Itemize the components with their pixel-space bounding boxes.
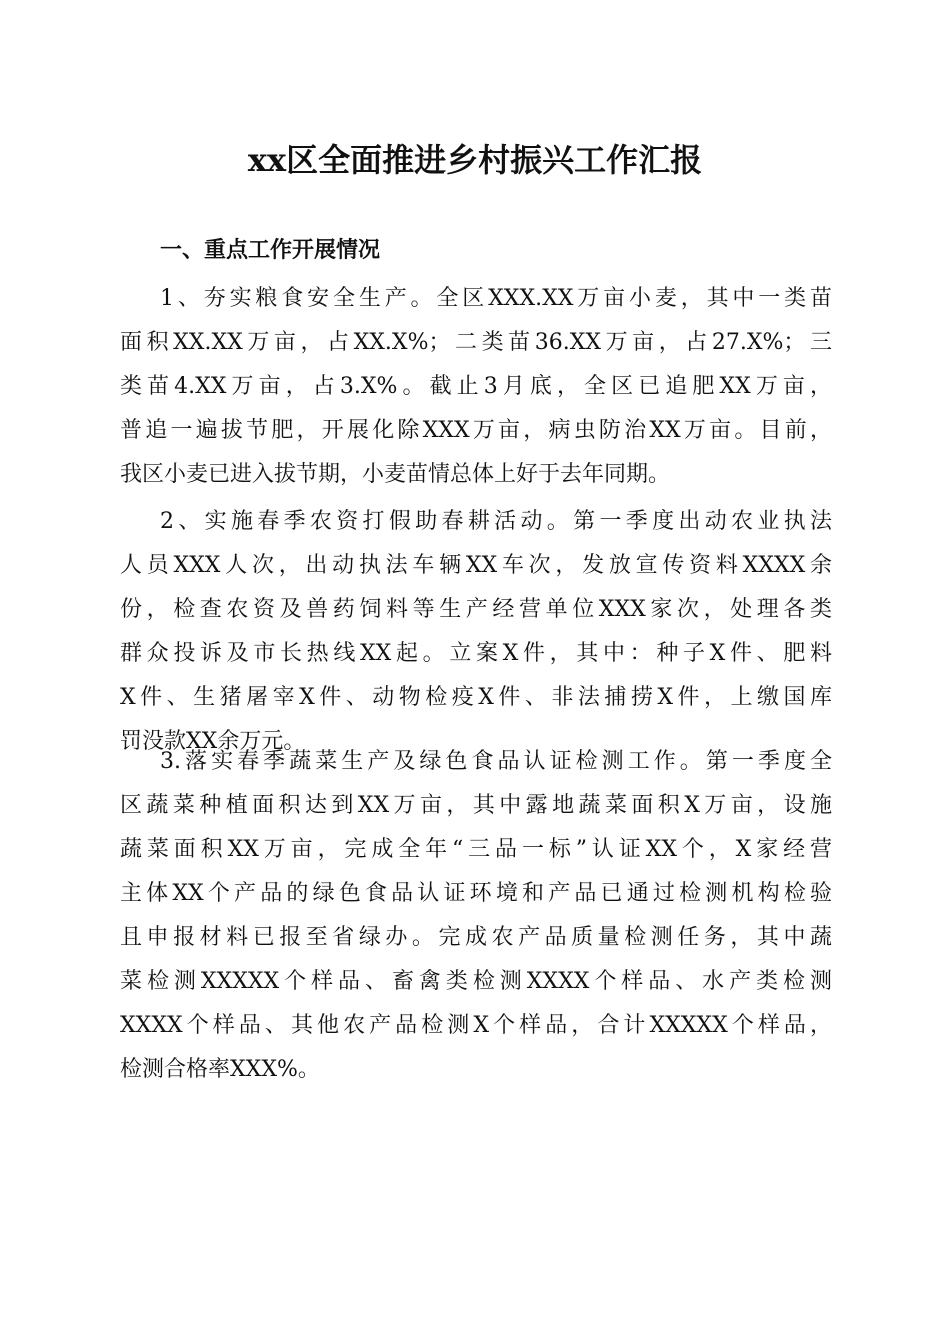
paragraph-line: 3.落实春季蔬菜生产及绿色食品认证检测工作。第一季度全: [160, 749, 832, 774]
paragraph-line: 份，检查农资及兽药饲料等生产经营单位XXX家次，处理各类: [120, 597, 832, 622]
paragraph-line: 区蔬菜种植面积达到XX万亩，其中露地蔬菜面积X万亩，设施: [120, 793, 832, 818]
paragraph-line: X件、生猪屠宰X件、动物检疫X件、非法捕捞X件，上缴国库: [120, 685, 832, 710]
paragraph-line: 检测合格率XXX%。: [120, 1057, 320, 1082]
paragraph-line: 群众投诉及市长热线XX起。立案X件，其中：种子X件、肥料: [120, 641, 832, 666]
paragraph-vegetable-production: [120, 740, 832, 1092]
document-title: xx区全面推进乡村振兴工作汇报: [247, 141, 703, 179]
paragraph-line: 人员XXX人次，出动执法车辆XX车次，发放宣传资料XXXX余: [120, 553, 832, 578]
paragraph-line: 菜检测XXXXX个样品、畜禽类检测XXXX个样品、水产类检测: [120, 969, 832, 994]
paragraph-line: 罚没款XX余万元。: [120, 729, 306, 754]
section-heading: 一、重点工作开展情况: [160, 238, 381, 263]
paragraph-line: 普追一遍拔节肥，开展化除XXX万亩，病虫防治XX万亩。目前，: [120, 418, 832, 443]
paragraph-line: 1、夯实粮食安全生产。全区XXX.XX万亩小麦，其中一类苗: [160, 286, 832, 311]
paragraph-line: 且申报材料已报至省绿办。完成农产品质量检测任务，其中蔬: [120, 925, 832, 950]
paragraph-grain-safety: [120, 277, 832, 497]
paragraph-line: 面积XX.XX万亩，占XX.X%；二类苗36.XX万亩，占27.X%；三: [120, 330, 832, 355]
paragraph-line: XXXX个样品、其他农产品检测X个样品，合计XXXXX个样品，: [120, 1013, 832, 1038]
paragraph-line: 类苗4.XX万亩，占3.X%。截止3月底，全区已追肥XX万亩，: [120, 374, 832, 399]
paragraph-anti-counterfeit: [120, 500, 832, 764]
paragraph-line: 我区小麦已进入拔节期，小麦苗情总体上好于去年同期。: [120, 462, 671, 487]
paragraph-line: 主体XX个产品的绿色食品认证环境和产品已通过检测机构检验: [120, 881, 832, 906]
paragraph-line: 蔬菜面积XX万亩，完成全年“三品一标”认证XX个，X家经营: [120, 837, 832, 862]
paragraph-line: 2、实施春季农资打假助春耕活动。第一季度出动农业执法: [160, 509, 832, 534]
